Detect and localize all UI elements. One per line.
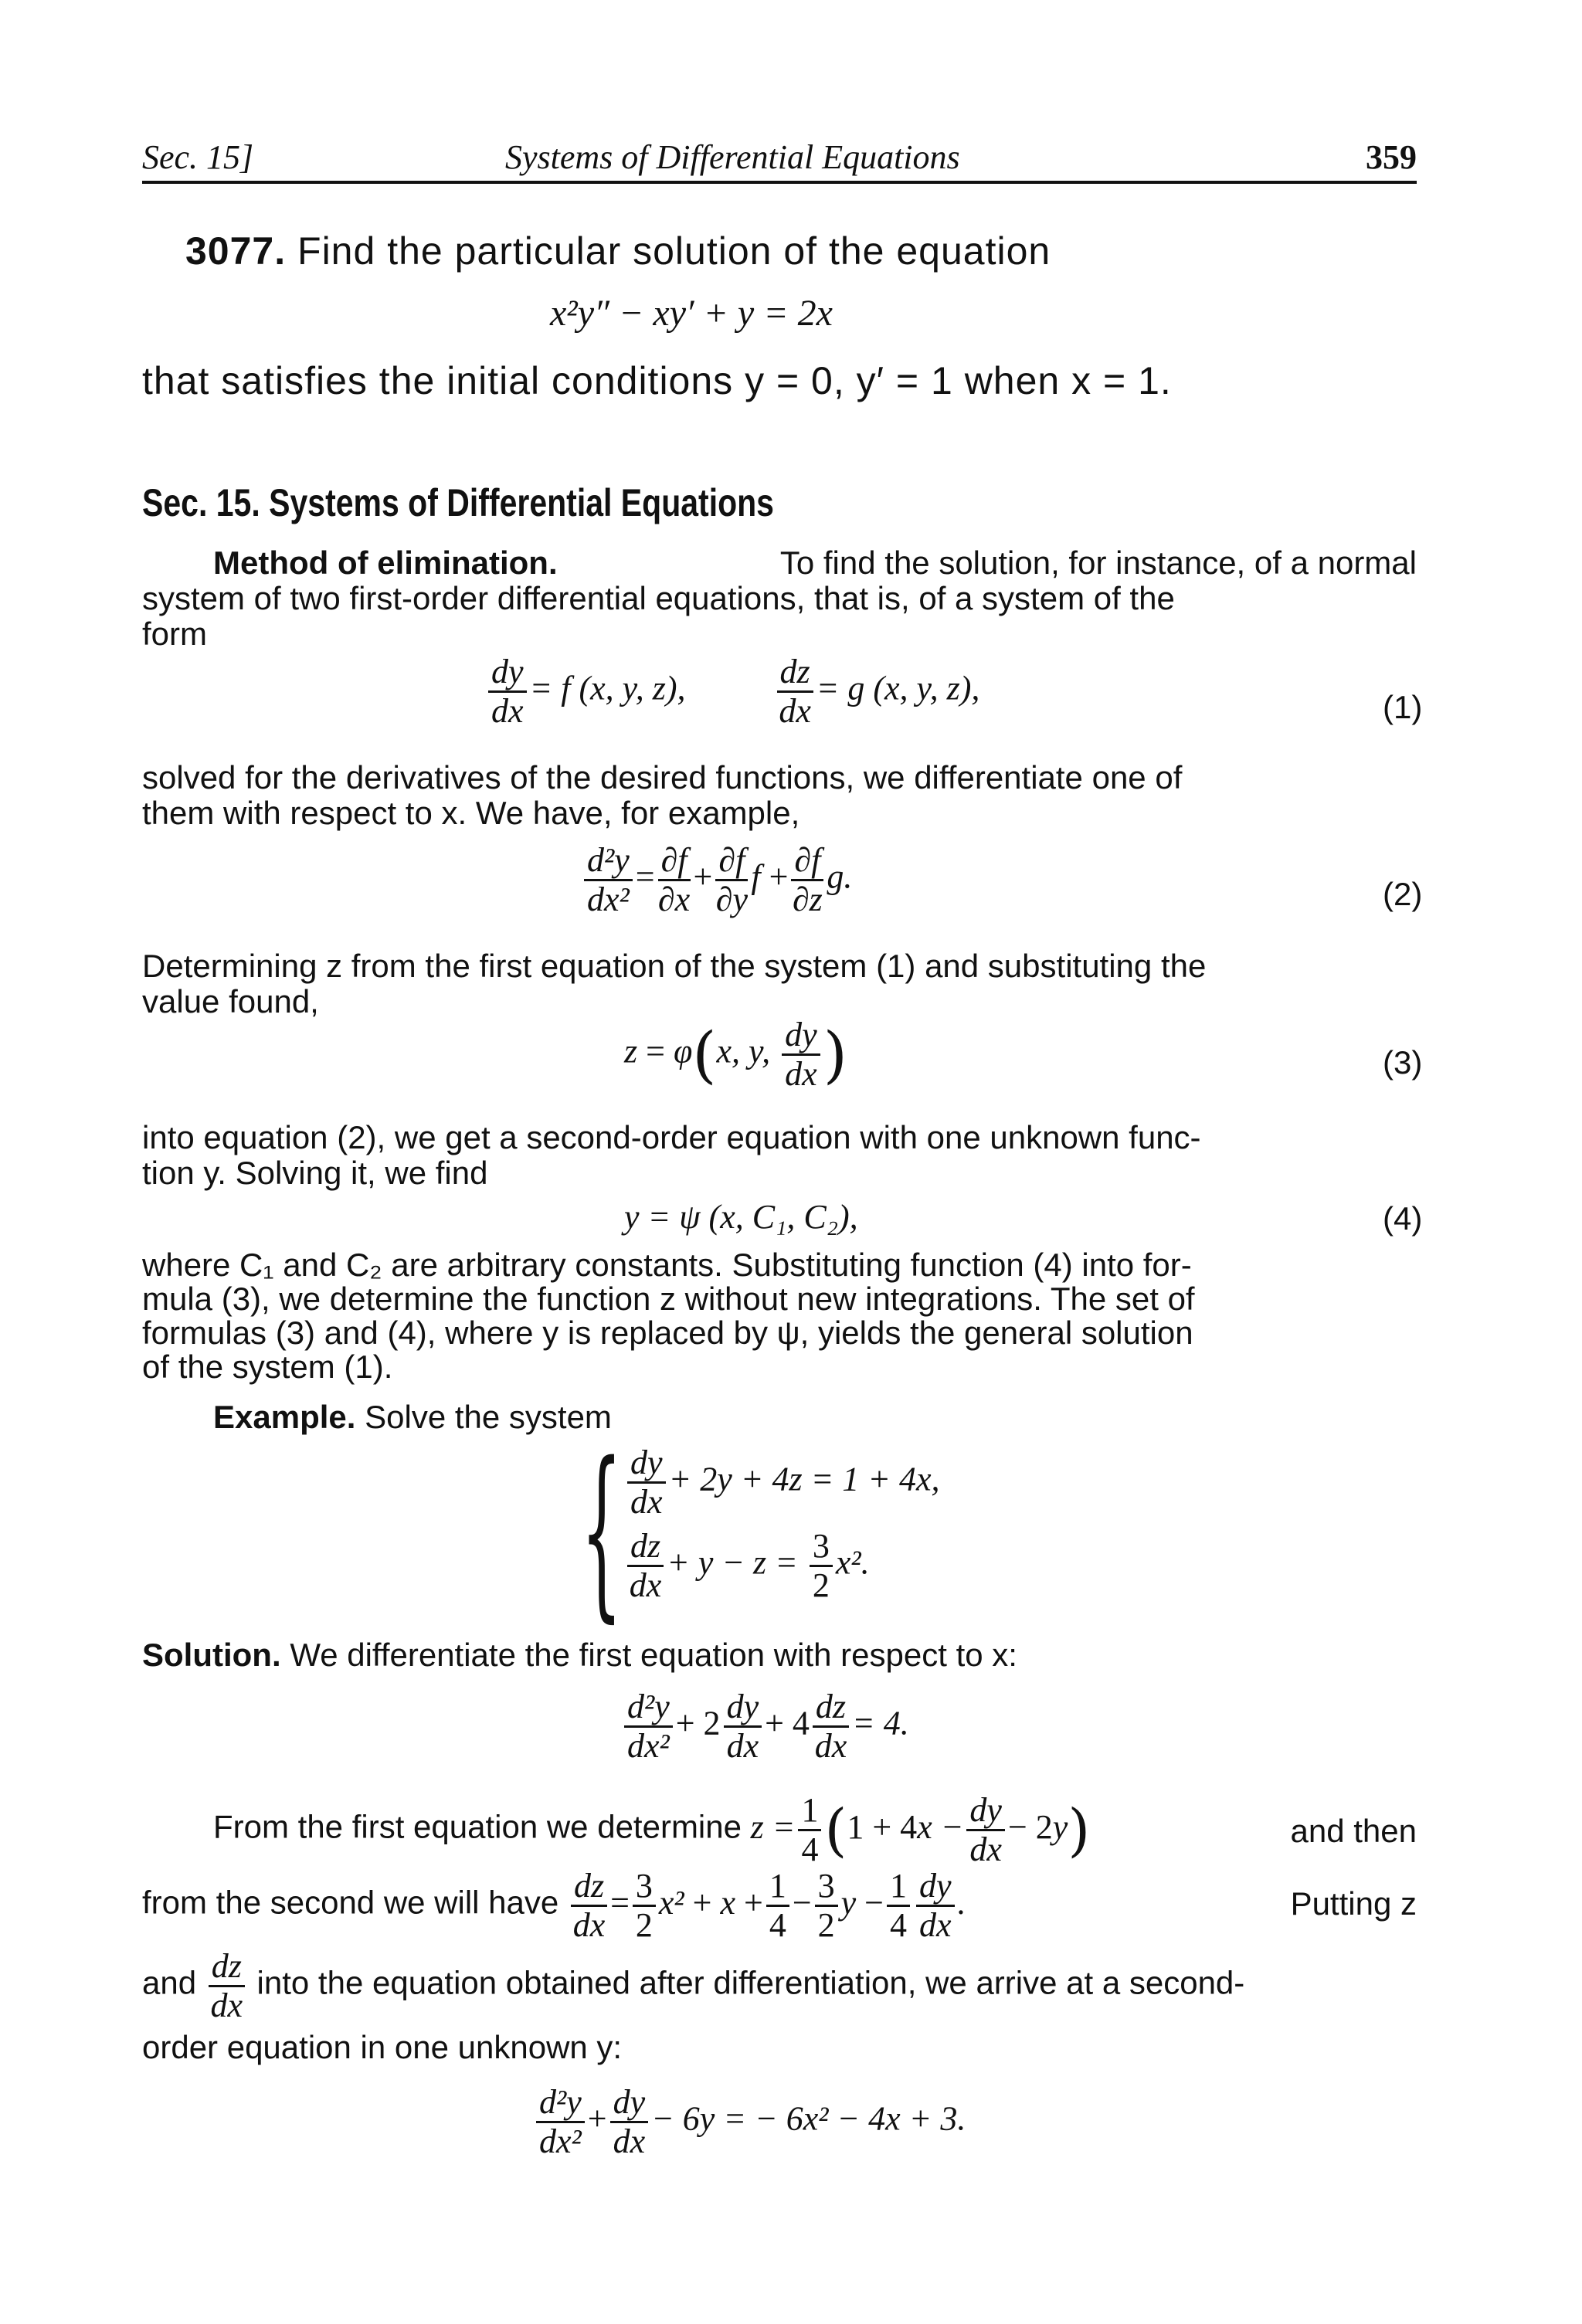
para6-line-4: order equation in one unknown y: [142, 2029, 623, 2065]
solution-line [142, 1637, 1017, 1673]
equation-5: $\frac{\text{d²y}}{\text{dx²}}$ + 2 $\frac{dy}{dx}$ + 4 $\frac{dz}{dx}$ = 4. [621, 1690, 909, 1763]
example-text: Solve the system [365, 1399, 612, 1435]
example-label: Example. [213, 1399, 356, 1435]
para6-line-2: from the second we will have $\frac{dz}{dx}$ = $\frac{3}{2}$ x² + x + $\frac{1}{4}$ − $\frac{3}{2}$ y − $\frac{1}{4}$ $\frac{dy}{dx}$ . Putting z [142, 1867, 1417, 1944]
eq1-number: (1) [1383, 689, 1423, 725]
para6-line-1: From the first equation we determine z = $\frac{1}{4}$ (1 + 4x − $\frac{dy}{dx}$ − 2y) and then [213, 1791, 1417, 1868]
para4-line-2: tion y. Solving it, we find [142, 1155, 488, 1191]
system-line-2-end: x². [835, 1543, 870, 1582]
para5-line-4: of the system (1). [142, 1349, 393, 1385]
paragraph-3 [142, 948, 1417, 1020]
eq3-number: (3) [1383, 1044, 1423, 1081]
para5-line-1: where C₁ and C₂ are arbitrary constants. Substituting function (4) into for- [142, 1247, 1192, 1283]
paragraph-2 [142, 760, 1417, 831]
paragraph-4 [142, 1120, 1417, 1191]
system-line-2: + y − z = [667, 1543, 798, 1582]
header-section: Sec. 15] [142, 138, 254, 176]
equation-3: z = φ(x, y, $\frac{dy}{dx}$ ) [624, 1016, 847, 1093]
para6-line1-end: and then [1290, 1813, 1417, 1849]
para6-line3-end: into the equation obtained after differentiation, we arrive at a second- [256, 1964, 1245, 2001]
eq5-rhs: = 4. [852, 1704, 909, 1742]
para5-line-2: mula (3), we determine the function z without new integrations. The set of [142, 1281, 1195, 1317]
problem-statement [185, 229, 1051, 273]
eq6-rhs: − 6y = − 6x² − 4x + 3. [651, 2099, 966, 2138]
problem-number: 3077. [185, 229, 287, 273]
para2-line-1: solved for the derivatives of the desired functions, we differentiate one of [142, 759, 1183, 796]
eq4-number: (4) [1383, 1200, 1423, 1237]
para3-line-2: value found, [142, 983, 319, 1020]
eq2-number: (2) [1383, 876, 1423, 912]
equation-4: y = ψ (x, C₁, C₂), [624, 1198, 858, 1236]
solution-text: We differentiate the first equation with respect to x: [290, 1637, 1017, 1673]
textbook-page: Sec. 15] Systems of Differential Equations 359 3077. Find the particular solution of the equation x²y″ − xy′ + y = 2x that satisfies the initial conditions y = 0, y′ = 1 when x = 1. Sec. 15. Systems of Differential Equations Method of elimination. To find the solution, for instance, of a normal system of two first-order differential equations, that is, of a system of the form $\frac{dy}{dx}$ = f (x, y, z), $\frac{dz}{dx}$ = g (x, y, z), (1) solved for the derivatives of the desired functions, we differentiate one of them with respect to x. We have, for example, $\frac{\text{d²y}}{\text{dx²}}$ = $\frac{\partial f}{\partial x}$ + $\frac{\partial f}{\partial y}$ f + $\frac{\partial f}{\partial z}$ g. (2) Determining z from the first equation of the system (1) and substituting the value found, z = φ(x, y, $\frac{dy}{dx}$ ) (3) into equation (2), we get a second-order equation with one unknown func- tion y. Solving it, we find y = ψ (x, C₁, C₂), (4) where C₁ and C₂ are arbitrary constants. Substituting function (4) into for- mula (3), we determine the function z without new integrations. The set of formulas (3) and (4), where y is replaced by ψ, yields the general solution of the system (1). Example. Solve the system { $\frac{dy}{dx}$ + 2y + 4z = 1 + 4x, $\frac{dz}{dx}$ + y − z = $\frac{3}{2}$ x². Solution. We differentiate the first equation with respect to x: $\frac{\text{d²y}}{\text{dx²}}$ + 2 $\frac{dy}{dx}$ + 4 $\frac{dz}{dx}$ = 4. From the first equation we determine z = $\frac{1}{4}$ (1 + 4x − $\frac{dy}{dx}$ − 2y) and then from the second we will have $\frac{dz}{dx}$ = $\frac{3}{2}$ x² + x + $\frac{1}{4}$ − $\frac{3}{2}$ y − $\frac{1}{4}$ $\frac{dy}{dx}$ . Putting z and $\frac{dz}{dx}$ into the equation obtained after differentiation, we arrive at a second- order equation in one unknown y: $\frac{\text{d²y}}{\text{dx²}}$ + $\frac{dy}{dx}$ − 6y = − 6x² − 4x + 3. [142, 138, 1423, 2160]
para4-line-1: into equation (2), we get a second-order equation with one unknown func- [142, 1119, 1201, 1155]
method-line-1: To find the solution, for instance, of a normal [779, 545, 1417, 581]
header-rule [142, 181, 1417, 184]
para6-line2-start: from the second we will have [142, 1884, 559, 1921]
paragraph-5 [142, 1248, 1417, 1384]
method-paragraph [142, 545, 1417, 652]
equation-6: $\frac{\text{d²y}}{\text{dx²}}$ + $\frac{dy}{dx}$ − 6y = − 6x² − 4x + 3. [533, 2085, 966, 2159]
para6-line3-start: and [142, 1964, 197, 2001]
problem-condition: that satisfies the initial conditions y = 0, y′ = 1 when x = 1. [142, 359, 1172, 402]
eq1-part-a: = f (x, y, z), [529, 669, 686, 707]
para3-line-1: Determining z from the first equation of the system (1) and substituting the [142, 948, 1207, 984]
running-header [142, 137, 1417, 181]
para2-line-2: them with respect to x. We have, for example, [142, 795, 800, 831]
para5-line-3: formulas (3) and (4), where y is replaced by ψ, yields the general solution [142, 1315, 1193, 1351]
method-line-3: form [142, 616, 207, 652]
example-line [213, 1399, 612, 1435]
problem-text: Find the particular solution of the equation [297, 229, 1051, 273]
fraction-dy-dx: $\frac{dy}{dx}$ [488, 655, 527, 728]
page-number: 359 [1366, 138, 1417, 176]
system-line-1: + 2y + 4z = 1 + 4x, [668, 1460, 940, 1498]
section-heading: Sec. 15. Systems of Differential Equations [142, 481, 774, 524]
equation-2: $\frac{\text{d²y}}{\text{dx²}}$ = $\frac{\partial f}{\partial x}$ + $\frac{\partial f}{\partial y}$ f + $\frac{\partial f}{\partial z}$ g. [581, 843, 852, 917]
problem-equation: x²y″ − xy′ + y = 2x [550, 293, 833, 334]
method-line-2: system of two first-order differential equations, that is, of a system of the [142, 580, 1175, 616]
equation-1 [485, 655, 979, 728]
para6-line1-start: From the first equation we determine [213, 1808, 742, 1845]
method-label: Method of elimination. [213, 545, 558, 581]
para6-line-3: and $\frac{dz}{dx}$ into the equation obtained after differentiation, we arrive at a second- [142, 1947, 1245, 2024]
fraction-dz-dx: $\frac{dz}{dx}$ [777, 655, 813, 728]
eq1-part-b: = g (x, y, z), [816, 669, 980, 707]
solution-label: Solution. [142, 1637, 281, 1673]
para6-line2-end: Putting z [1290, 1885, 1417, 1922]
header-title: Systems of Differential Equations [505, 138, 960, 176]
